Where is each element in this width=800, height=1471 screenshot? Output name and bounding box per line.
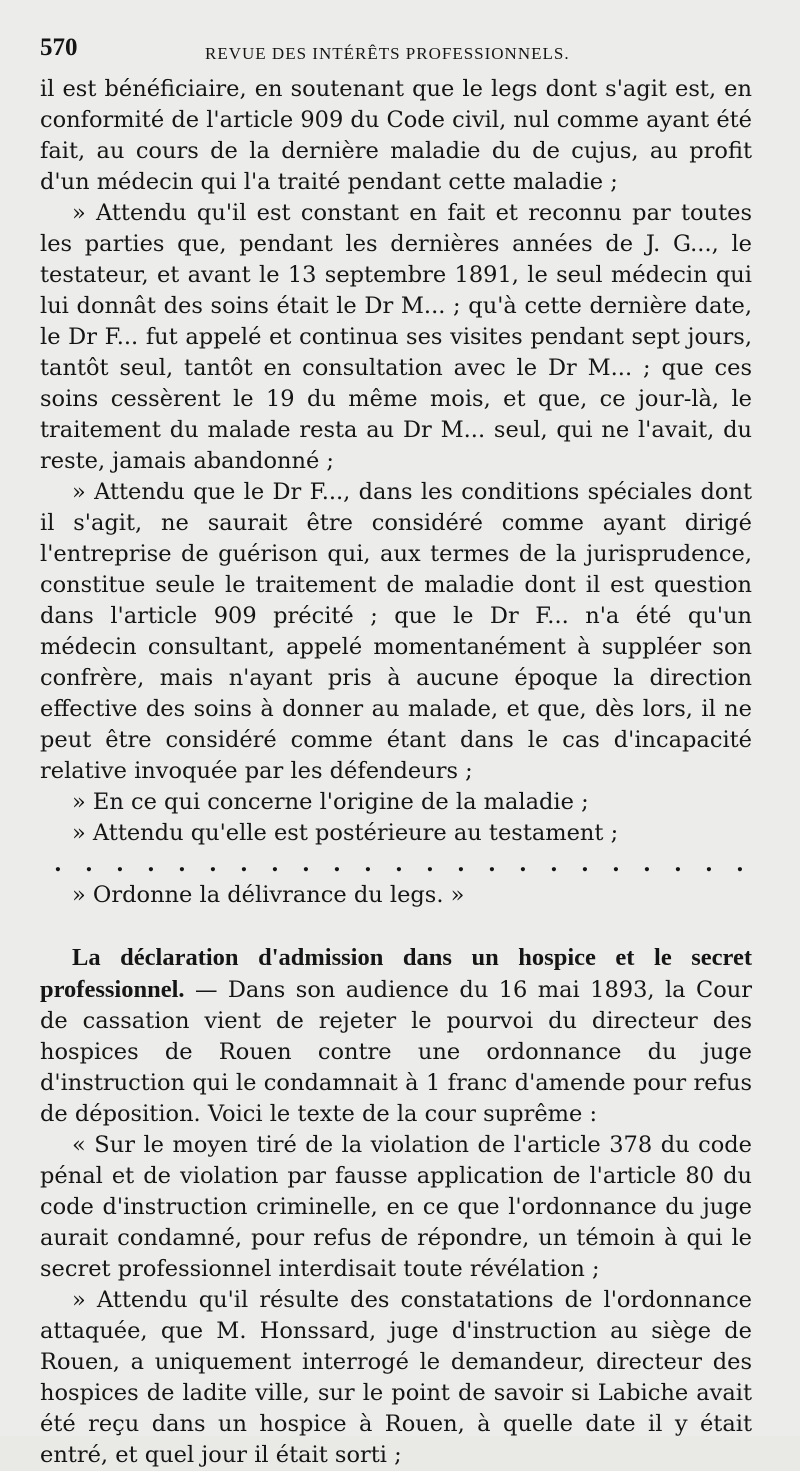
ellipsis-dot: .: [550, 851, 558, 877]
ellipsis-dot: .: [178, 851, 186, 877]
ellipsis-dot: .: [736, 851, 744, 877]
ellipsis-line: [40, 849, 752, 880]
paragraph: » Attendu qu'elle est postérieure au testament ;: [72, 820, 619, 846]
ellipsis-dot: .: [54, 851, 62, 877]
running-title: REVUE DES INTÉRÊTS PROFESSIONNELS.: [205, 44, 570, 63]
ellipsis-dot: .: [488, 851, 496, 877]
section-title: La déclaration d'admission dans un hospice et le secret professionnel.: [40, 944, 752, 1003]
paragraph: il est bénéficiaire, en soutenant que le legs dont s'agit est, en conformité de l'article 909 du Code civil, nul comme ayant été fait, au cours de la dernière maladie du de cujus, au profit d'un médecin qui l'a traité pendant cette maladie ;: [40, 76, 752, 195]
ellipsis-dot: .: [643, 851, 651, 877]
section-lead-text: — Dans son audience du 16 mai 1893, la Cour de cassation vient de rejeter le pourvoi du directeur des hospices de Rouen contre une ordonnance du juge d'instruction qui le condamnait à 1 franc d'amende pour refus de déposition. Voici le texte de la cour suprême :: [40, 977, 752, 1127]
body-text: [40, 74, 752, 1471]
page-header: [40, 30, 752, 74]
section-paragraph: [40, 942, 752, 1130]
ellipsis-dot: .: [705, 851, 713, 877]
ellipsis-dot: .: [333, 851, 341, 877]
paragraph: » Attendu que le Dr F..., dans les conditions spéciales dont il s'agit, ne saurait être considéré comme ayant dirigé l'entreprise de guérison qui, aux termes de la jurisprudence, constitue seule le traitement de maladie dont il est question dans l'article 909 précité ; que le Dr F... n'a été qu'un médecin consultant, appelé momentanément à suppléer son confrère, mais n'ayant pris à aucune époque la direction effective des soins à donner au malade, et que, dès lors, il ne peut être considéré comme étant dans le cas d'incapacité relative invoquée par les défendeurs ;: [40, 479, 752, 784]
paragraph: « Sur le moyen tiré de la violation de l'article 378 du code pénal et de violation par fausse application de l'article 80 du code d'instruction criminelle, en ce que l'ordonnance du juge aurait condamné, pour refus de répondre, un témoin à qui le secret professionnel interdisait toute révélation ;: [40, 1132, 752, 1282]
ellipsis-dot: .: [457, 851, 465, 877]
ellipsis-dot: .: [302, 851, 310, 877]
ellipsis-dot: .: [612, 851, 620, 877]
section-gap: [40, 911, 752, 942]
ellipsis-dot: .: [395, 851, 403, 877]
ellipsis-dot: .: [85, 851, 93, 877]
paragraph: » Attendu qu'il est constant en fait et reconnu par toutes les parties que, pendant les dernières années de J. G..., le testateur, et avant le 13 septembre 1891, le seul médecin qui lui donnât des soins était le Dr M... ; qu'à cette dernière date, le Dr F... fut appelé et continua ses visites pendant sept jours, tantôt seul, tantôt en consultation avec le Dr M... ; que ces soins cessèrent le 19 du même mois, et que, ce jour-là, le traitement du malade resta au Dr M... seul, qui ne l'avait, du reste, jamais abandonné ;: [40, 200, 752, 474]
ellipsis-dot: .: [581, 851, 589, 877]
ellipsis-dot: .: [519, 851, 527, 877]
closing-line: » Ordonne la délivrance du legs. »: [72, 882, 465, 908]
ellipsis-dot: .: [426, 851, 434, 877]
ellipsis-dot: .: [116, 851, 124, 877]
ellipsis-dot: .: [240, 851, 248, 877]
paragraph: » En ce qui concerne l'origine de la maladie ;: [72, 789, 589, 815]
ellipsis-dot: .: [364, 851, 372, 877]
page-number: 570: [40, 34, 78, 61]
ellipsis-dot: .: [271, 851, 279, 877]
paragraph: » Attendu qu'il résulte des constatations de l'ordonnance attaquée, que M. Honssard, juge d'instruction au siège de Rouen, a uniquement interrogé le demandeur, directeur des hospices de ladite ville, sur le point de savoir si Labiche avait été reçu dans un hospice à Rouen, à quelle date il y était entré, et quel jour il était sorti ;: [40, 1287, 752, 1468]
ellipsis-dot: .: [209, 851, 217, 877]
ellipsis-dot: .: [674, 851, 682, 877]
ellipsis-dot: .: [147, 851, 155, 877]
